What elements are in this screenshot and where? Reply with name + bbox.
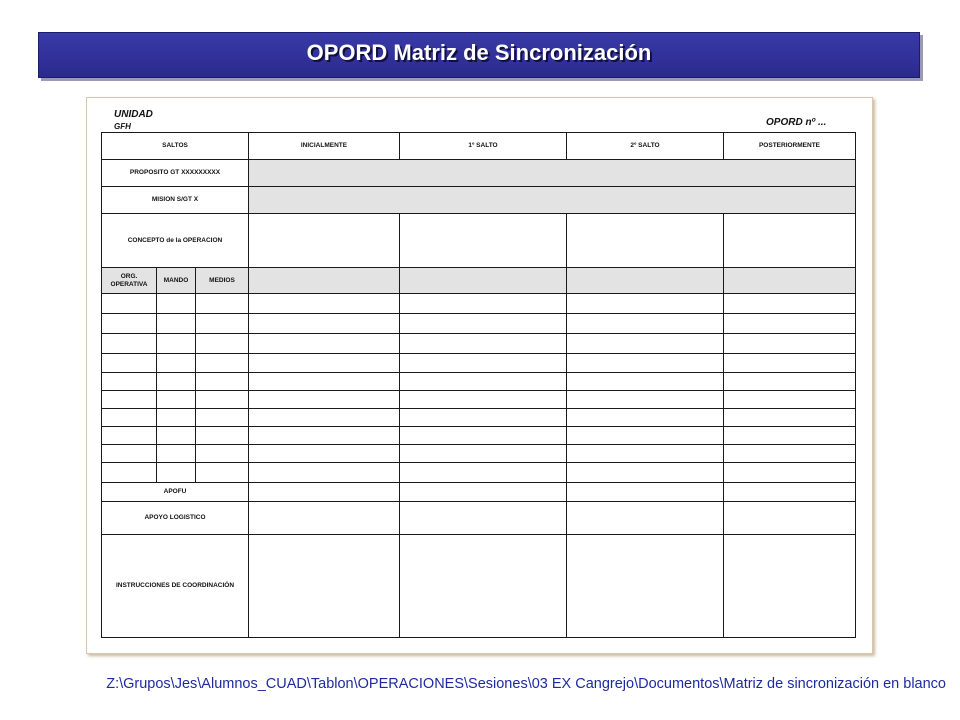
unit-detail-row <box>102 294 856 314</box>
blank-cell[interactable] <box>196 445 249 463</box>
saltos-label: SALTOS <box>102 133 249 160</box>
unit-detail-row <box>102 409 856 427</box>
org-shaded-cell <box>724 268 856 294</box>
blank-cell[interactable] <box>157 373 196 391</box>
blank-cell[interactable] <box>567 354 724 373</box>
apoyo-logistico-row <box>102 502 856 535</box>
file-path: Z:\Grupos\Jes\Alumnos_CUAD\Tablon\OPERACIONES\Sesiones\03 EX Cangrejo\Documentos\Matriz de sincronización en blanco <box>106 676 946 692</box>
blank-cell[interactable] <box>567 391 724 409</box>
blank-cell[interactable] <box>249 373 400 391</box>
instrucciones-cell[interactable] <box>724 535 856 638</box>
blank-cell[interactable] <box>724 427 856 445</box>
blank-cell[interactable] <box>102 334 157 354</box>
blank-cell[interactable] <box>567 427 724 445</box>
apofu-cell[interactable] <box>400 483 567 502</box>
org-shaded-cell <box>567 268 724 294</box>
blank-cell[interactable] <box>724 334 856 354</box>
medios-label: MEDIOS <box>196 268 249 294</box>
instrucciones-row <box>102 535 856 638</box>
instrucciones-label: INSTRUCCIONES DE COORDINACIÓN <box>102 535 249 638</box>
blank-cell[interactable] <box>400 391 567 409</box>
blank-cell[interactable] <box>567 373 724 391</box>
org-shaded-cell <box>249 268 400 294</box>
mando-label: MANDO <box>157 268 196 294</box>
blank-cell[interactable] <box>157 463 196 483</box>
unit-detail-row <box>102 334 856 354</box>
unit-detail-row <box>102 354 856 373</box>
concepto-label: CONCEPTO de la OPERACION <box>102 214 249 268</box>
title-banner <box>38 32 920 78</box>
concepto-row <box>102 214 856 268</box>
blank-cell[interactable] <box>724 354 856 373</box>
blank-cell[interactable] <box>400 294 567 314</box>
apoyo-logistico-cell[interactable] <box>724 502 856 535</box>
phase-header: POSTERIORMENTE <box>724 133 856 160</box>
unit-label: UNIDAD <box>114 109 153 120</box>
apofu-row <box>102 483 856 502</box>
apofu-label: APOFU <box>102 483 249 502</box>
blank-cell[interactable] <box>102 463 157 483</box>
apoyo-logistico-cell[interactable] <box>567 502 724 535</box>
blank-cell[interactable] <box>567 294 724 314</box>
apofu-cell[interactable] <box>249 483 400 502</box>
sync-matrix <box>101 132 856 638</box>
unit-detail-row <box>102 373 856 391</box>
blank-cell[interactable] <box>400 314 567 334</box>
blank-cell[interactable] <box>157 445 196 463</box>
blank-cell[interactable] <box>157 409 196 427</box>
blank-cell[interactable] <box>249 314 400 334</box>
blank-cell[interactable] <box>249 427 400 445</box>
org-shaded-cell <box>400 268 567 294</box>
proposito-label: PROPOSITO GT XXXXXXXXX <box>102 160 249 187</box>
blank-cell[interactable] <box>249 294 400 314</box>
org-operativa-label: ORG. OPERATIVA <box>102 268 157 294</box>
blank-cell[interactable] <box>196 463 249 483</box>
apoyo-logistico-cell[interactable] <box>400 502 567 535</box>
blank-cell[interactable] <box>724 373 856 391</box>
blank-cell[interactable] <box>196 334 249 354</box>
mision-field[interactable] <box>249 187 856 214</box>
blank-cell[interactable] <box>400 409 567 427</box>
slide-title: OPORD Matriz de Sincronización <box>306 40 652 65</box>
proposito-field[interactable] <box>249 160 856 187</box>
unit-detail-row <box>102 427 856 445</box>
blank-cell[interactable] <box>102 409 157 427</box>
gfh-label: GFH <box>114 122 131 131</box>
blank-cell[interactable] <box>249 354 400 373</box>
unit-detail-row <box>102 314 856 334</box>
phase-header: 2º SALTO <box>567 133 724 160</box>
blank-cell[interactable] <box>567 463 724 483</box>
mision-label: MISION S/GT X <box>102 187 249 214</box>
blank-cell[interactable] <box>157 391 196 409</box>
blank-cell[interactable] <box>102 373 157 391</box>
mision-row <box>102 187 856 214</box>
blank-cell[interactable] <box>724 314 856 334</box>
unit-detail-row <box>102 445 856 463</box>
blank-cell[interactable] <box>724 463 856 483</box>
blank-cell[interactable] <box>567 445 724 463</box>
apofu-cell[interactable] <box>724 483 856 502</box>
blank-cell[interactable] <box>400 373 567 391</box>
phase-header: 1º SALTO <box>400 133 567 160</box>
blank-cell[interactable] <box>724 445 856 463</box>
blank-cell[interactable] <box>196 314 249 334</box>
phase-header: INICIALMENTE <box>249 133 400 160</box>
blank-cell[interactable] <box>157 294 196 314</box>
concepto-cell[interactable] <box>724 214 856 268</box>
instrucciones-cell[interactable] <box>567 535 724 638</box>
blank-cell[interactable] <box>196 354 249 373</box>
blank-cell[interactable] <box>567 314 724 334</box>
header-row <box>102 133 856 160</box>
blank-cell[interactable] <box>196 391 249 409</box>
blank-cell[interactable] <box>249 409 400 427</box>
concepto-cell[interactable] <box>249 214 400 268</box>
concepto-cell[interactable] <box>567 214 724 268</box>
blank-cell[interactable] <box>102 391 157 409</box>
opord-label: OPORD nº ... <box>766 117 827 128</box>
blank-cell[interactable] <box>102 294 157 314</box>
blank-cell[interactable] <box>249 445 400 463</box>
blank-cell[interactable] <box>157 427 196 445</box>
apoyo-logistico-cell[interactable] <box>249 502 400 535</box>
blank-cell[interactable] <box>400 427 567 445</box>
blank-cell[interactable] <box>567 334 724 354</box>
blank-cell[interactable] <box>157 354 196 373</box>
apofu-cell[interactable] <box>567 483 724 502</box>
blank-cell[interactable] <box>400 334 567 354</box>
blank-cell[interactable] <box>724 294 856 314</box>
blank-cell[interactable] <box>102 445 157 463</box>
blank-cell[interactable] <box>102 427 157 445</box>
blank-cell[interactable] <box>157 314 196 334</box>
blank-cell[interactable] <box>249 334 400 354</box>
blank-cell[interactable] <box>157 334 196 354</box>
blank-cell[interactable] <box>724 391 856 409</box>
instrucciones-cell[interactable] <box>249 535 400 638</box>
blank-cell[interactable] <box>249 463 400 483</box>
instrucciones-cell[interactable] <box>400 535 567 638</box>
blank-cell[interactable] <box>102 354 157 373</box>
unit-detail-row <box>102 463 856 483</box>
unit-detail-row <box>102 391 856 409</box>
blank-cell[interactable] <box>196 373 249 391</box>
blank-cell[interactable] <box>724 409 856 427</box>
blank-cell[interactable] <box>400 354 567 373</box>
org-header-row <box>102 268 856 294</box>
blank-cell[interactable] <box>102 314 157 334</box>
blank-cell[interactable] <box>196 427 249 445</box>
apoyo-logistico-label: APOYO LOGISTICO <box>102 502 249 535</box>
blank-cell[interactable] <box>196 294 249 314</box>
blank-cell[interactable] <box>400 445 567 463</box>
blank-cell[interactable] <box>249 391 400 409</box>
blank-cell[interactable] <box>196 409 249 427</box>
blank-cell[interactable] <box>567 409 724 427</box>
concepto-cell[interactable] <box>400 214 567 268</box>
blank-cell[interactable] <box>400 463 567 483</box>
proposito-row <box>102 160 856 187</box>
